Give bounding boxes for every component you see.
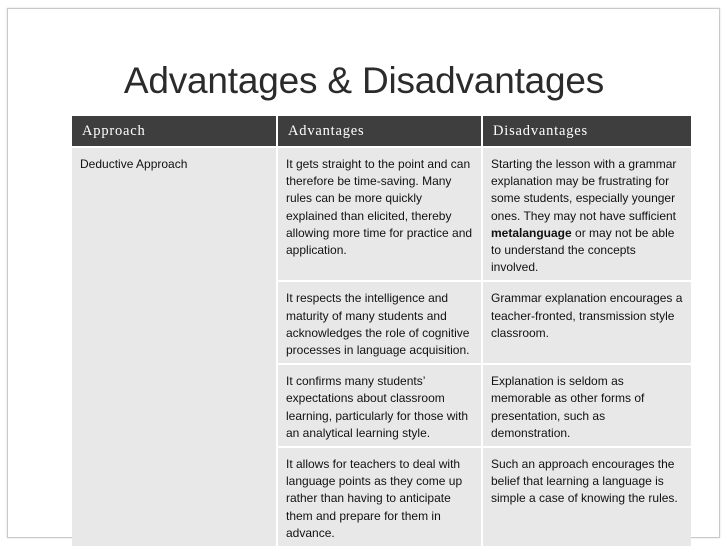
- comparison-table: [72, 116, 691, 548]
- advantage-cell: It allows for teachers to deal with language points as they come up rather than having to anticipate them and prepare for them in advance.: [277, 447, 482, 547]
- header-advantages: Advantages: [277, 116, 482, 147]
- advantage-cell: It confirms many students’ expectations about classroom learning, particularly for those with an analytical learning style.: [277, 364, 482, 447]
- disadvantage-cell: Explanation is seldom as memorable as other forms of presentation, such as demonstration.: [482, 364, 691, 447]
- slide-title: Advantages & Disadvantages: [123, 60, 605, 101]
- disadvantage-text: or may not be able to understand the concepts involved.: [491, 225, 675, 275]
- disadvantage-cell: Such an approach encourages the belief that learning a language is simple a case of knowing the rules.: [482, 447, 691, 547]
- table-header-row: [72, 116, 691, 147]
- keyword-metalanguage: metalanguage: [491, 225, 572, 240]
- disadvantage-cell: [482, 147, 691, 281]
- advantage-cell: It gets straight to the point and can therefore be time-saving. Many rules can be more quickly explained than elicited, thereby allowing more time for practice and application.: [277, 147, 482, 281]
- table-row: [72, 147, 691, 281]
- disadvantage-cell: Grammar explanation encourages a teacher-fronted, transmission style classroom.: [482, 281, 691, 364]
- approach-cell: Deductive Approach: [72, 147, 277, 547]
- header-approach: Approach: [72, 116, 277, 147]
- disadvantage-text: Starting the lesson with a grammar explanation may be frustrating for some students, especially younger ones. They may not have sufficient: [491, 157, 677, 223]
- advantage-cell: It respects the intelligence and maturity of many students and acknowledges the role of cognitive processes in language acquisition.: [277, 281, 482, 364]
- header-disadvantages: Disadvantages: [482, 116, 691, 147]
